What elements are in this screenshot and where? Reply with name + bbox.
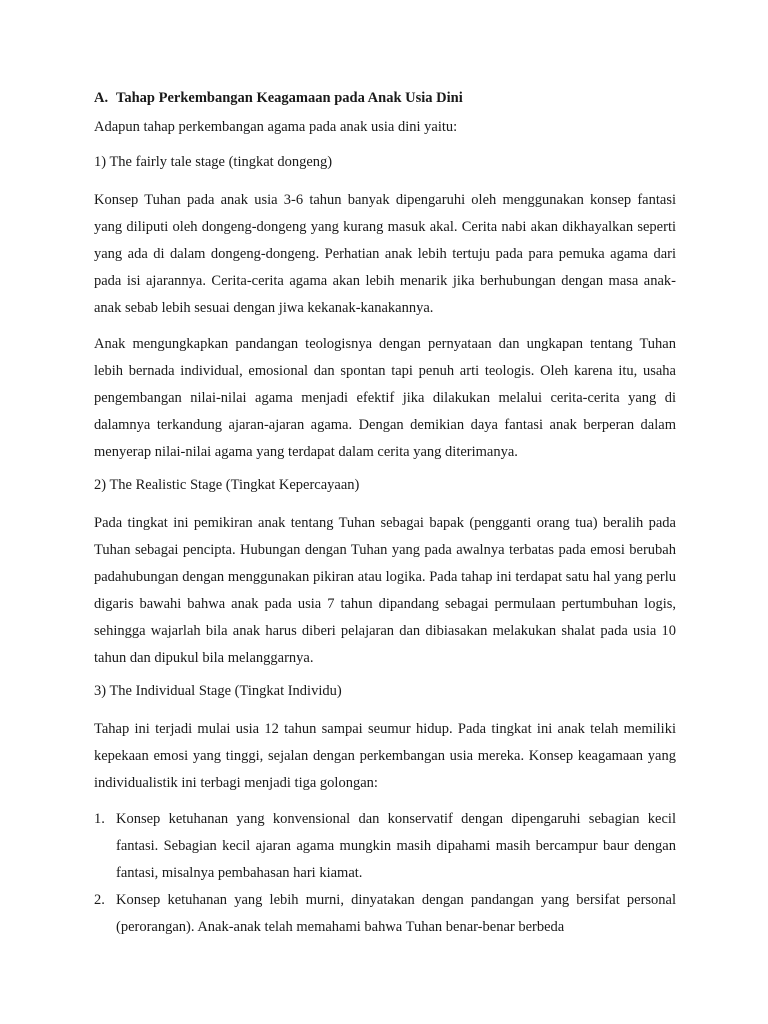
list-item-number: 1. (94, 811, 105, 827)
list-item-number: 2. (94, 892, 105, 908)
intro-paragraph: Adapun tahap perkembangan agama pada anak usia dini yaitu: (94, 119, 458, 135)
stage2-paragraph-1: Pada tingkat ini pemikiran anak tentang Tuhan sebagai bapak (pengganti orang tua) beralih pada Tuhan sebagai pencipta. Hubungan dengan Tuhan yang pada awalnya terbatas pada emosi berubah padahubungan dengan menggunakan pikiran atau logika. Pada tahap ini terdapat satu hal yang perlu digaris bawahi bahwa anak pada usia 7 tahun dipandang sebagai permulaan pertumbuhan logis, sehingga wajarlah bila anak harus diberi pelajaran dan dibiasakan melakukan shalat pada usia 10 tahun dan dipukul bila melanggarnya. (94, 515, 676, 666)
list-item-text: Konsep ketuhanan yang lebih murni, dinyatakan dengan pandangan yang bersifat personal (perorangan). Anak-anak telah memahami bahwa Tuhan benar-benar berbeda (116, 892, 676, 935)
stage2-title: 2) The Realistic Stage (Tingkat Kepercayaan) (94, 477, 360, 493)
section-heading (94, 88, 676, 108)
stage3-list (94, 806, 676, 941)
stage1-paragraph-2: Anak mengungkapkan pandangan teologisnya dengan pernyataan dan ungkapan tentang Tuhan lebih bernada individual, emosional dan spontan tapi penuh arti teologis. Oleh karena itu, usaha pengembangan nilai-nilai agama menjadi efektif jika dilakukan melalui cerita-cerita yang di dalamnya terkandung ajaran-ajaran agama. Dengan demikian daya fantasi anak berperan dalam menyerap nilai-nilai agama yang terdapat dalam cerita yang diterimanya. (94, 336, 676, 460)
stage3-paragraph-1: Tahap ini terjadi mulai usia 12 tahun sampai seumur hidup. Pada tingkat ini anak telah memiliki kepekaan emosi yang tinggi, sejalan dengan perkembangan usia mereka. Konsep keagamaan yang individualistik ini terbagi menjadi tiga golongan: (94, 721, 676, 791)
list-item-text: Konsep ketuhanan yang konvensional dan konservatif dengan dipengaruhi sebagian kecil fantasi. Sebagian kecil ajaran agama mungkin masih dipahami masih bercampur baur dengan fantasi, misalnya pembahasan hari kiamat. (116, 811, 676, 881)
stage1-paragraph-1: Konsep Tuhan pada anak usia 3-6 tahun banyak dipengaruhi oleh menggunakan konsep fantasi yang diliputi oleh dongeng-dongeng yang kurang masuk akal. Cerita nabi akan dikhayalkan seperti yang ada di dalam dongeng-dongeng. Perhatian anak lebih tertuju pada para pemuka agama dari pada isi ajarannya. Cerita-cerita agama akan lebih menarik jika berhubungan dengan masa anak-anak sebab lebih sesuai dengan jiwa kekanak-kanakannya. (94, 192, 676, 316)
section-title: Tahap Perkembangan Keagamaan pada Anak Usia Dini (116, 90, 463, 106)
stage3-title: 3) The Individual Stage (Tingkat Individu) (94, 683, 342, 699)
stage1-title: 1) The fairly tale stage (tingkat dongeng) (94, 154, 333, 170)
section-marker: A. (94, 90, 109, 106)
list-item (94, 887, 676, 941)
document-body (94, 88, 676, 941)
list-item (94, 806, 676, 887)
